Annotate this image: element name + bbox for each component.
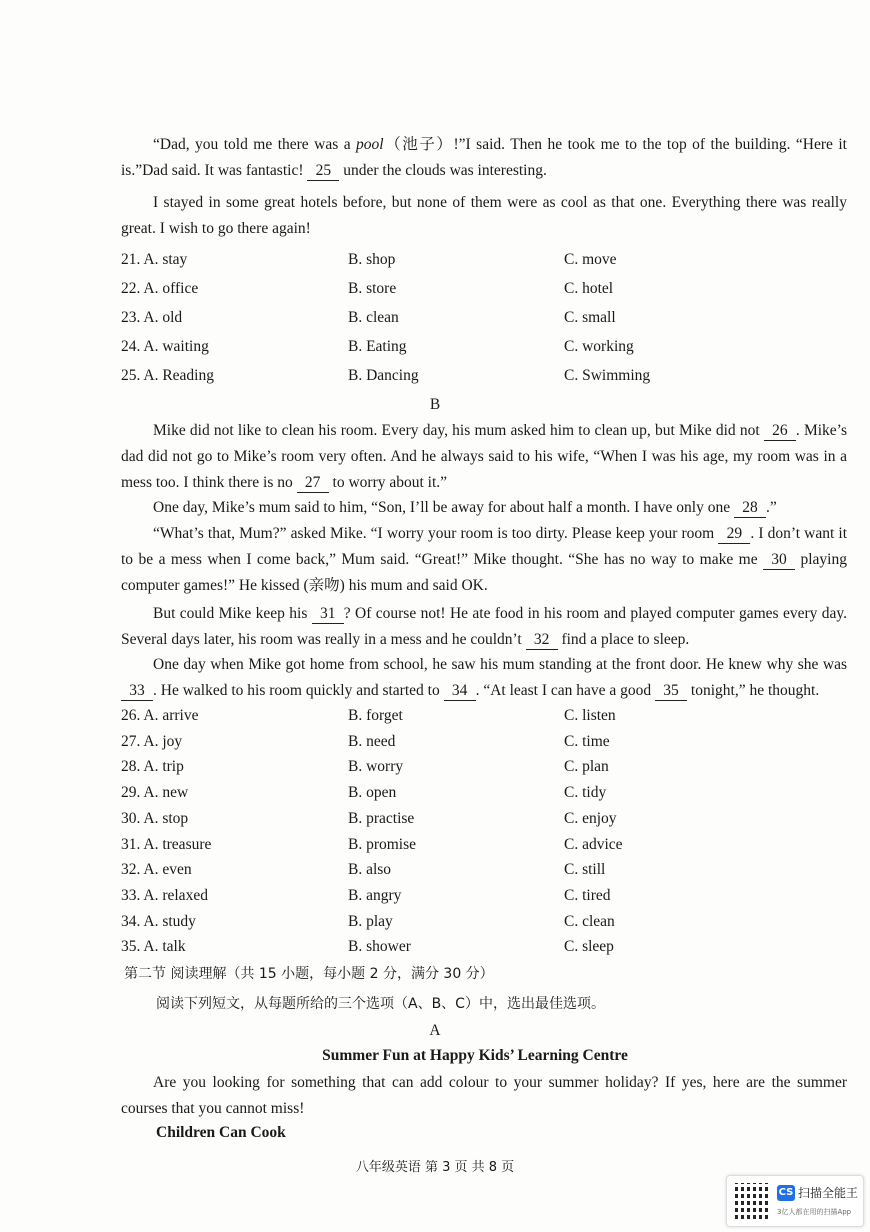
passage-paragraph: One day when Mike got home from school, he saw his mum standing at the front door. He knew why she was 33 . He walked to his room quickly and started to 34 . “At least I can have a good 35 tonight,” he thought. [121, 652, 847, 704]
option-a[interactable]: 33. A. relaxed [121, 886, 208, 904]
blank-31: 31 [312, 605, 344, 624]
option-a[interactable]: 24. A. waiting [121, 338, 209, 355]
option-c[interactable]: C. working [564, 338, 634, 355]
option-b[interactable]: B. also [348, 861, 392, 879]
camscanner-logo-icon: CS [777, 1185, 795, 1201]
italic-word: pool [356, 136, 384, 153]
option-b[interactable]: B. Eating [348, 338, 407, 355]
option-a[interactable]: 31. A. treasure [121, 835, 212, 853]
section-heading-b: B [429, 396, 441, 413]
option-c[interactable]: C. enjoy [564, 809, 617, 827]
question-row [121, 836, 847, 860]
question-row [121, 913, 847, 937]
option-c[interactable]: C. plan [564, 758, 609, 776]
option-a[interactable]: 35. A. talk [121, 938, 186, 956]
option-b[interactable]: B. need [348, 732, 396, 750]
option-a[interactable]: 32. A. even [121, 861, 192, 879]
option-b[interactable]: B. Dancing [348, 367, 419, 384]
option-a[interactable]: 26. A. arrive [121, 707, 199, 724]
question-row [121, 338, 847, 362]
passage-paragraph: “What’s that, Mum?” asked Mike. “I worry your room is too dirty. Please keep your room 29 . I don’t want it to be a mess when I come back,” Mum said. “Great!” Mike thought. “She has no way to make me 30 playing computer games!” He kissed (亲吻) his mum and said OK. [121, 525, 847, 594]
blank-33: 33 [121, 682, 153, 701]
option-c[interactable]: C. time [564, 732, 610, 750]
passage-paragraph: “Dad, you told me there was a pool（池子）!”I said. Then he took me to the top of the building. “Here it is.”Dad said. It was fantastic! 25 under the clouds was interesting. [121, 136, 847, 179]
question-row [121, 309, 847, 333]
question-row [121, 280, 847, 304]
section-heading-a: A [429, 1022, 441, 1039]
option-b[interactable]: B. shop [348, 251, 396, 268]
passage-paragraph: I stayed in some great hotels before, but none of them were as cool as that one. Everything there was really great. I wish to go there again! [121, 194, 847, 237]
option-c[interactable]: C. move [564, 251, 617, 268]
blank-28: 28 [734, 499, 766, 518]
option-c[interactable]: C. still [564, 861, 606, 879]
option-a[interactable]: 23. A. old [121, 309, 183, 326]
option-a[interactable]: 28. A. trip [121, 758, 184, 776]
scanner-watermark [726, 1175, 864, 1227]
question-row [121, 707, 847, 731]
option-a[interactable]: 30. A. stop [121, 809, 189, 827]
passage-title: Summer Fun at Happy Kids’ Learning Centre [322, 1047, 628, 1064]
option-a[interactable]: 22. A. office [121, 280, 199, 297]
question-row [121, 861, 847, 885]
question-row [121, 887, 847, 911]
question-row [121, 810, 847, 834]
passage-paragraph: But could Mike keep his 31 ? Of course not! He ate food in his room and played computer games every day. Several days later, his room was really in a mess and he couldn’t 32 find a place to sleep. [121, 605, 847, 648]
option-b[interactable]: B. play [348, 912, 393, 930]
qr-code-icon [735, 1183, 771, 1219]
passage-paragraph: One day, Mike’s mum said to him, “Son, I’ll be away for about half a month. I have only one 28 .” [153, 499, 777, 516]
option-c[interactable]: C. tidy [564, 784, 607, 802]
question-row [121, 758, 847, 782]
option-c[interactable]: C. advice [564, 835, 623, 853]
blank-26: 26 [764, 422, 796, 441]
option-c[interactable]: C. Swimming [564, 367, 651, 384]
option-b[interactable]: B. promise [348, 835, 417, 853]
passage-intro: Are you looking for something that can add colour to your summer holiday? If yes, here are the summer courses that you cannot miss! [121, 1074, 847, 1117]
question-row [121, 784, 847, 808]
question-row [121, 938, 847, 962]
option-a[interactable]: 34. A. study [121, 912, 196, 930]
option-c[interactable]: C. listen [564, 707, 616, 724]
option-b[interactable]: B. open [348, 784, 397, 802]
section-title: 第二节 阅读理解（共 15 小题，每小题 2 分，满分 30 分） [124, 966, 494, 982]
question-row [121, 367, 847, 391]
blank-27: 27 [297, 474, 329, 493]
instruction: 阅读下列短文，从每题所给的三个选项（A、B、C）中，选出最佳选项。 [156, 996, 605, 1012]
question-row [121, 733, 847, 757]
question-row [121, 251, 847, 275]
blank-29: 29 [718, 525, 750, 544]
subheading: Children Can Cook [156, 1124, 286, 1141]
option-c[interactable]: C. small [564, 309, 616, 326]
option-b[interactable]: B. store [348, 280, 397, 297]
option-b[interactable]: B. clean [348, 309, 399, 326]
option-b[interactable]: B. angry [348, 886, 402, 904]
watermark-title: 扫描全能王 [798, 1186, 859, 1200]
blank-32: 32 [526, 631, 558, 650]
option-b[interactable]: B. forget [348, 707, 403, 724]
option-c[interactable]: C. clean [564, 912, 615, 930]
option-b[interactable]: B. worry [348, 758, 404, 776]
blank-35: 35 [655, 682, 687, 701]
page-footer: 八年级英语 第 3 页 共 8 页 [355, 1160, 515, 1175]
blank-34: 34 [444, 682, 476, 701]
option-a[interactable]: 29. A. new [121, 784, 189, 802]
option-a[interactable]: 21. A. stay [121, 251, 188, 268]
option-c[interactable]: C. tired [564, 886, 611, 904]
blank-25: 25 [307, 162, 339, 181]
option-c[interactable]: C. hotel [564, 280, 614, 297]
option-b[interactable]: B. practise [348, 809, 415, 827]
blank-30: 30 [763, 551, 795, 570]
option-c[interactable]: C. sleep [564, 938, 614, 956]
option-a[interactable]: 27. A. joy [121, 732, 183, 750]
passage-paragraph: Mike did not like to clean his room. Every day, his mum asked him to clean up, but Mike did not 26 . Mike’s dad did not go to Mike’s room very often. And he always said to his wife, “When I was his age, my room was in a mess too. I think there is no 27 to worry about it.” [121, 422, 847, 491]
option-b[interactable]: B. shower [348, 938, 411, 956]
watermark-subtitle: 3亿人都在用的扫描App [777, 1208, 852, 1216]
option-a[interactable]: 25. A. Reading [121, 367, 214, 384]
